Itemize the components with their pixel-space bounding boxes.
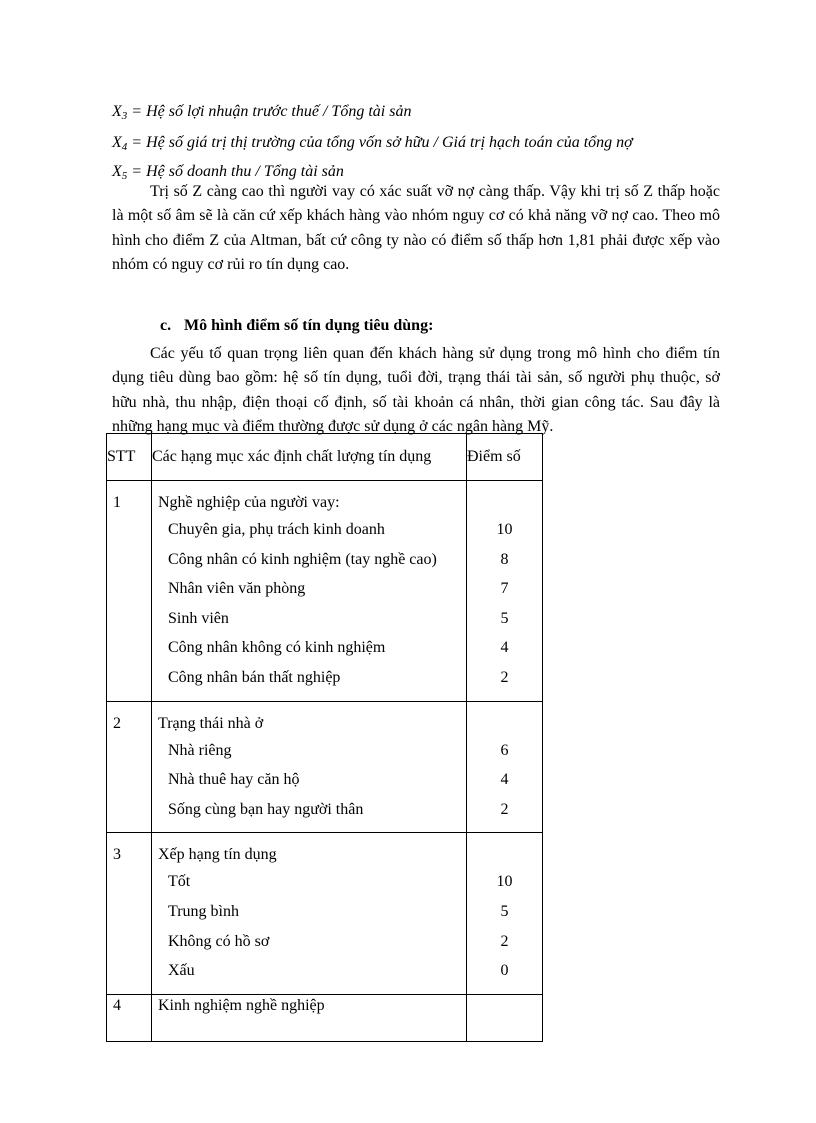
formula-x5: $X_5$ = Hệ số doanh thu / Tổng tài sản <box>112 163 344 182</box>
category-title: Trạng thái nhà ở <box>158 714 264 732</box>
row-stt <box>107 994 152 1041</box>
score-spacer <box>467 843 542 867</box>
table-header-row <box>107 434 543 481</box>
list-item: Sinh viên <box>168 609 229 627</box>
row-scores <box>467 994 543 1041</box>
table-row <box>107 994 543 1041</box>
score-value: 2 <box>500 800 509 818</box>
row-category <box>152 481 467 702</box>
header-category: Các hạng mục xác định chất lượng tín dụng <box>152 434 467 481</box>
formula-x3: $X_3$ = Hệ số lợi nhuận trước thuế / Tổng tài sản <box>112 103 412 122</box>
table-body <box>107 481 543 1042</box>
list-item: Trung bình <box>168 902 239 920</box>
list-item: Nhà riêng <box>168 741 232 759</box>
table-row <box>107 833 543 994</box>
score-spacer <box>467 491 542 515</box>
score-value: 4 <box>500 639 509 657</box>
score-value: 5 <box>500 902 509 920</box>
row-scores <box>467 701 543 833</box>
row-stt <box>107 481 152 702</box>
section-heading <box>160 315 433 337</box>
row-category <box>152 994 467 1041</box>
list-item: Công nhân bán thất nghiệp <box>168 668 341 686</box>
row-stt <box>107 833 152 994</box>
credit-score-table <box>106 433 543 1042</box>
score-value: 5 <box>500 609 509 627</box>
category-title: Kinh nghiệm nghề nghiệp <box>158 996 325 1014</box>
list-item: Xấu <box>168 962 195 980</box>
row-category <box>152 701 467 833</box>
score-value: 4 <box>500 771 509 789</box>
score-spacer <box>467 712 542 736</box>
score-value: 6 <box>500 741 509 759</box>
score-value: 2 <box>500 932 509 950</box>
table-row <box>107 481 543 702</box>
list-item: Công nhân không có kinh nghiệm <box>168 639 386 657</box>
list-item: Nhà thuê hay căn hộ <box>168 771 300 789</box>
list-item: Nhân viên văn phòng <box>168 580 306 598</box>
stt-number: 2 <box>113 714 121 732</box>
score-value: 0 <box>500 962 509 980</box>
score-value: 10 <box>496 521 513 538</box>
stt-number: 3 <box>113 846 121 864</box>
list-item: Sống cùng bạn hay người thân <box>168 800 364 818</box>
row-scores <box>467 481 543 702</box>
header-stt: STT <box>107 434 152 481</box>
row-stt <box>107 701 152 833</box>
row-scores <box>467 833 543 994</box>
heading-title: Mô hình điểm số tín dụng tiêu dùng: <box>184 317 434 334</box>
row-category <box>152 833 467 994</box>
table-row <box>107 701 543 833</box>
score-value: 7 <box>500 580 509 598</box>
paragraph-consumer-credit: Các yếu tố quan trọng liên quan đến khách hàng sử dụng trong mô hình cho điểm tín dụng tiêu dùng bao gồm: hệ số tín dụng, tuổi đời, trạng thái tài sản, số người phụ thuộc, sở hữu nhà, thu nhập, điện thoại cố định, số tài khoản cá nhân, thời gian công tác. Sau đây là những hạng mục và điểm thường được sử dụng ở các ngân hàng Mỹ. <box>112 345 720 436</box>
heading-marker: c. <box>160 317 172 334</box>
list-item: Chuyên gia, phụ trách kinh doanh <box>168 521 385 538</box>
list-item: Tốt <box>168 873 191 891</box>
category-title: Xếp hạng tín dụng <box>158 846 277 864</box>
category-title: Nghề nghiệp của người vay: <box>158 494 340 511</box>
stt-number: 4 <box>113 996 121 1014</box>
formula-x4: $X_4$ = Hệ số giá trị thị trường của tổng vốn sở hữu / Giá trị hạch toán của tổng nợ <box>112 134 633 153</box>
list-item: Công nhân có kinh nghiệm (tay nghề cao) <box>168 550 437 568</box>
list-item: Không có hồ sơ <box>168 932 270 950</box>
score-value: 10 <box>496 873 513 891</box>
stt-number: 1 <box>113 494 121 511</box>
score-value: 8 <box>500 550 509 568</box>
score-value: 2 <box>500 668 509 686</box>
header-score: Điểm số <box>467 434 543 481</box>
paragraph-z-score: Trị số Z càng cao thì người vay có xác suất vỡ nợ càng thấp. Vậy khi trị số Z thấp hoặc là một số âm sẽ là căn cứ xếp khách hàng vào nhóm nguy cơ có khả năng vỡ nợ cao. Theo mô hình cho điểm Z của Altman, bất cứ công ty nào có điểm số thấp hơn 1,81 phải được xếp vào nhóm có nguy cơ rủi ro tín dụng cao. <box>112 183 720 274</box>
